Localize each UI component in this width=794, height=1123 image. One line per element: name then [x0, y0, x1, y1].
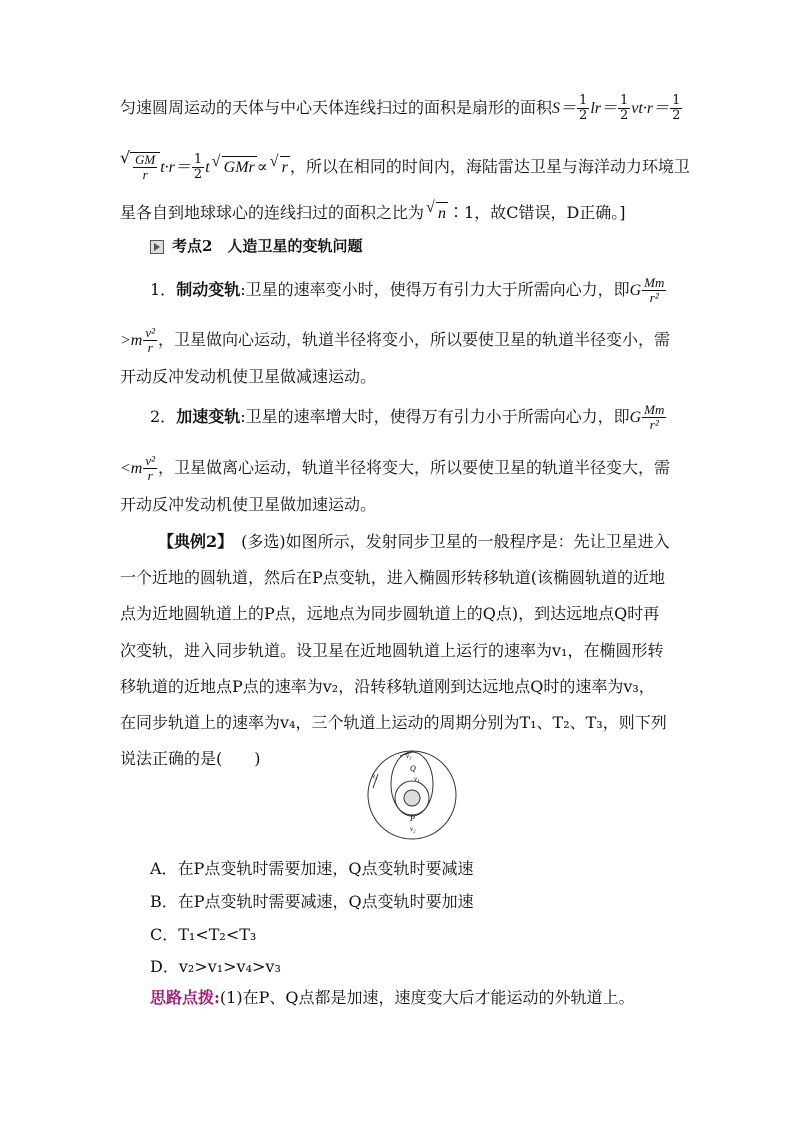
para-1-line-2 [120, 326, 670, 355]
label-v4: v₄ [372, 772, 378, 780]
text: ∝ [256, 157, 268, 176]
example-line-7 [120, 748, 261, 770]
text: S＝ [552, 100, 577, 117]
section-heading [150, 235, 362, 256]
fraction: $\frac{1}{2}$ [620, 93, 629, 123]
fraction: $\frac{Mm}{\text{r²}}$ [644, 402, 665, 432]
play-icon [150, 240, 164, 254]
text: C．T₁<T₂<T₃ [150, 925, 257, 944]
label-v1: v₁ [414, 775, 420, 783]
sqrt: √ r [280, 156, 290, 179]
text: 点为近地圆轨道上的P点，远地点为同步圆轨道上的Q点)，到达远地点Q时再 [120, 604, 660, 623]
text: 开动反冲发动机使卫星做加速运动。 [120, 495, 377, 514]
hint-line [150, 987, 634, 1009]
fraction: $\frac{\text{v²}}{r}$ [145, 453, 156, 483]
para-1-line-3 [120, 366, 376, 388]
earth [404, 790, 420, 806]
label-v3: v₃ [406, 752, 412, 760]
fraction: √ $\frac{GM}{r}$ [135, 152, 156, 182]
para-2-line-3 [120, 494, 376, 516]
text: >m [120, 332, 143, 349]
text: :卫星的速率增大时，使得万有引力小于所需向心力，即 [240, 407, 630, 426]
text: D．v₂>v₁>v₄>v₃ [150, 957, 281, 976]
text: A．在P点变轨时需要加速，Q点变轨时要减速 [150, 859, 474, 878]
orbit-diagram [360, 748, 470, 848]
text: 开动反冲发动机使卫星做减速运动。 [120, 367, 377, 386]
para-2-line-1 [150, 403, 667, 432]
term: 加速变轨 [176, 407, 241, 426]
text: ，卫星做离心运动，轨道半径将变大，所以要使卫星的轨道半径变大，需 [158, 458, 671, 477]
text: ∶1，故C错误，D正确。] [448, 203, 626, 222]
example-line-5 [120, 676, 655, 698]
text: 2． [150, 407, 177, 426]
label-Q: Q [410, 764, 416, 773]
example-tag: 【典例2】 [158, 532, 226, 551]
example-line-6 [120, 712, 667, 734]
text: G [629, 282, 642, 299]
text: G [629, 409, 642, 426]
option-A[interactable] [150, 858, 473, 880]
text: t [205, 159, 210, 176]
fraction: $\frac{1}{2}$ [193, 152, 203, 182]
option-D[interactable] [150, 956, 281, 978]
hint-label: 思路点拨: [150, 988, 220, 1007]
example-line-4 [120, 640, 663, 662]
text: lr＝ [590, 100, 617, 117]
fraction: $\frac{\text{v²}}{r}$ [145, 325, 156, 355]
text-line-2 [120, 152, 690, 182]
para-1-line-1 [150, 276, 667, 305]
fraction: $\frac{1}{2}$ [672, 93, 681, 123]
text: 移轨道的近地点P点的速率为v₂，沿转移轨道刚到达远地点Q时的速率为v₃， [120, 677, 655, 696]
text-line-3 [120, 202, 626, 225]
label-P: P [410, 814, 415, 823]
fraction: $\frac{1}{2}$ [579, 93, 588, 123]
text: 次变轨，进入同步轨道。设卫星在近地圆轨道上运行的速率为v₁，在椭圆形转 [120, 641, 664, 660]
text: ，所以在相同的时间内，海陆雷达卫星与海洋动力环境卫 [289, 157, 690, 176]
hint-text: (1)在P、Q点都是加速，速度变大后才能运动的外轨道上。 [219, 988, 635, 1007]
text: B．在P点变轨时需要减速，Q点变轨时要加速 [150, 892, 474, 911]
example-line-3 [120, 603, 659, 625]
sqrt: √ GMr [222, 156, 257, 179]
sqrt [130, 152, 160, 182]
text: vt·r＝ [631, 100, 670, 117]
text: 说法正确的是( ) [120, 749, 261, 768]
text: t·r＝ [160, 159, 191, 176]
option-B[interactable] [150, 891, 474, 913]
text: 一个近地的圆轨道，然后在P点变轨，进入椭圆形转移轨道(该椭圆轨道的近地 [120, 568, 666, 587]
option-C[interactable] [150, 924, 256, 946]
heading-label: 考点2 人造卫星的变轨问题 [172, 237, 363, 255]
example-line-1 [158, 531, 670, 553]
sqrt: √ n [436, 202, 448, 225]
label-v2: v₂ [410, 825, 416, 833]
text: 星各自到地球球心的连线扫过的面积之比为 [120, 203, 425, 222]
para-2-line-2 [120, 454, 670, 483]
text: :卫星的速率变小时，使得万有引力大于所需向心力，即 [240, 280, 630, 299]
text: 1． [150, 280, 177, 299]
text-line-1 [120, 94, 683, 123]
text: (多选)如图所示，发射同步卫星的一般程序是：先让卫星进入 [225, 532, 670, 551]
fraction: $\frac{Mm}{\text{r²}}$ [644, 275, 665, 305]
text: <m [120, 460, 143, 477]
term: 制动变轨 [176, 280, 241, 299]
example-line-2 [120, 567, 665, 589]
text: 匀速圆周运动的天体与中心天体连线扫过的面积是扇形的面积 [120, 98, 553, 117]
text: ，卫星做向心运动，轨道半径将变小，所以要使卫星的轨道半径变小，需 [158, 330, 671, 349]
text: 在同步轨道上的速率为v₄，三个轨道上运动的周期分别为T₁、T₂、T₃，则下列 [120, 713, 667, 732]
